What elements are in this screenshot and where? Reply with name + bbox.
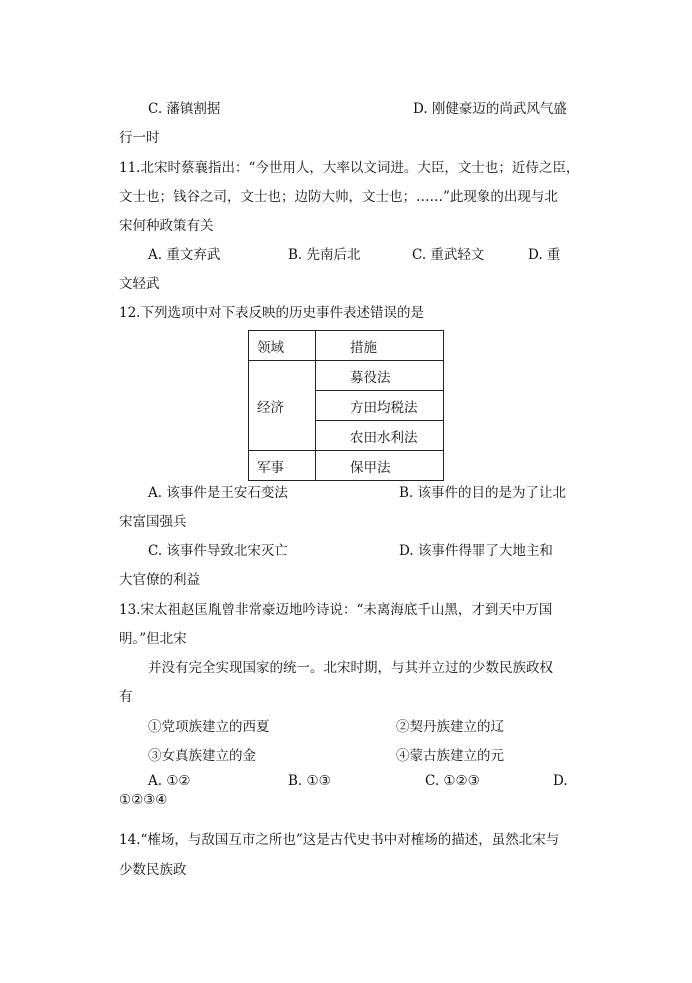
- table-cell-military: 军事: [249, 451, 316, 481]
- q11-option-d-continued: 文轻武: [119, 276, 160, 292]
- q14-stem-line-2: 少数民族政: [119, 862, 187, 878]
- table-cell-measure: 农田水利法: [316, 421, 444, 451]
- q11-stem-line-2: 文士也；钱谷之司，文士也；边防大帅，文士也；……”此现象的出现与北: [119, 189, 558, 205]
- q13-item-3: ③女真族建立的金: [148, 748, 256, 764]
- q13-option-a: A. ①②: [148, 773, 191, 789]
- q13-option-b: B. ①③: [288, 773, 331, 789]
- q12-option-a: A. 该事件是王安石变法: [148, 485, 288, 501]
- q13-option-c: C. ①②③: [425, 773, 480, 789]
- q13-option-d: D.: [553, 773, 568, 789]
- q10-option-d-continued: 行一时: [119, 130, 160, 146]
- q13-stem-line-1: 13.宋太祖赵匡胤曾非常豪迈地吟诗说：“未离海底千山黑，才到天中万国: [119, 602, 553, 618]
- q13-stem-line-4: 有: [119, 689, 133, 705]
- q12-option-b-continued: 宋富国强兵: [119, 514, 187, 530]
- table-cell-measure: 保甲法: [316, 451, 444, 481]
- q11-option-a: A. 重文弃武: [148, 247, 221, 263]
- table-cell-measure: 募役法: [316, 361, 444, 391]
- q12-option-b: B. 该事件的目的是为了让北: [399, 485, 567, 501]
- q11-option-b: B. 先南后北: [288, 247, 361, 263]
- q11-stem-line-3: 宋何种政策有关: [119, 218, 214, 234]
- q13-item-1: ①党项族建立的西夏: [148, 719, 270, 735]
- q13-item-2: ②契丹族建立的辽: [396, 719, 504, 735]
- q11-option-c: C. 重武轻文: [412, 247, 485, 263]
- q12-option-d-continued: 大官僚的利益: [119, 572, 200, 588]
- table-header-measures: 措施: [316, 331, 444, 361]
- reform-table: [248, 330, 444, 481]
- q10-option-d: D. 刚健豪迈的尚武风气盛: [413, 101, 567, 117]
- q12-option-c: C. 该事件导致北宋灭亡: [148, 543, 288, 559]
- q14-stem-line-1: 14.“榷场，与敌国互市之所也”这是古代史书中对榷场的描述，虽然北宋与: [119, 832, 560, 848]
- q13-stem-line-2: 明。”但北宋: [119, 631, 187, 647]
- table-header-field: 领域: [249, 331, 316, 361]
- q11-option-d: D. 重: [528, 247, 561, 263]
- q13-item-4: ④蒙古族建立的元: [396, 748, 504, 764]
- q12-option-d: D. 该事件得罪了大地主和: [399, 543, 553, 559]
- q11-stem-line-1: 11.北宋时蔡襄指出：“今世用人，大率以文词进。大臣，文士也；近侍之臣，: [119, 160, 580, 176]
- q13-stem-line-3: 并没有完全实现国家的统一。北宋时期，与其并立过的少数民族政权: [148, 660, 553, 676]
- table-cell-measure: 方田均税法: [316, 391, 444, 421]
- table-cell-economy: 经济: [249, 361, 316, 451]
- q10-option-c: C. 藩镇割据: [148, 101, 221, 117]
- q13-option-d-continued: ①②③④: [119, 792, 168, 808]
- q12-stem: 12.下列选项中对下表反映的历史事件表述错误的是: [119, 305, 424, 321]
